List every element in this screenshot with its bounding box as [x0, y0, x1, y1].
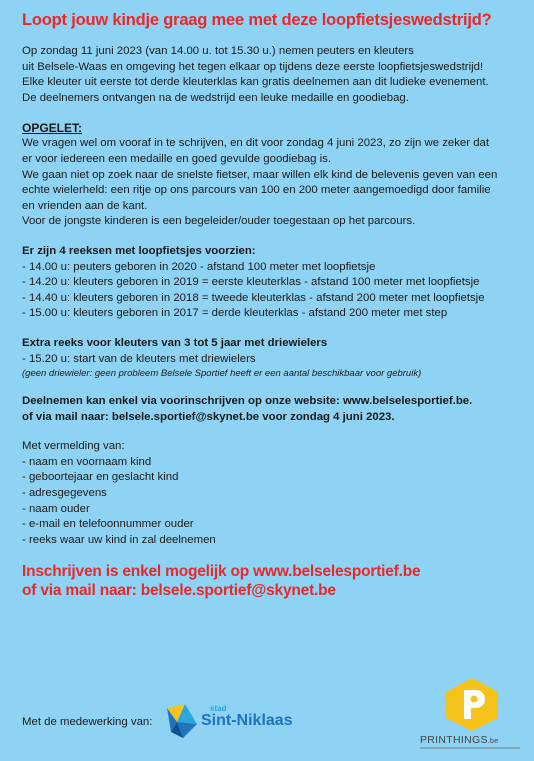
opgelet-line: echte wielerheld: een ritje op ons parcours van 100 en 200 meter aangemoedigd door familie — [22, 184, 491, 197]
inschrijven-block — [22, 562, 522, 600]
reeks-item: - 14.20 u: kleuters geboren in 2019 = eerste kleuterklas - afstand 100 meter met loopfietsje — [22, 276, 480, 289]
intro-line: uit Belsele-Waas en omgeving het tegen elkaar op tijdens deze eerste loopfietsjeswedstrijd! — [22, 60, 484, 73]
reeks-item: - 14.00 u: peuters geboren in 2020 - afstand 100 meter met loopfietsje — [22, 260, 376, 273]
inschrijven-line: Inschrijven is enkel mogelijk op www.belselesportief.be — [22, 563, 421, 581]
deelnemen-line: Deelnemen kan enkel via voorinschrijven op onze website: www.belselesportief.be. — [22, 395, 473, 408]
vermelding-heading: Met vermelding van: — [22, 440, 125, 453]
reeks-item: - 14.40 u: kleuters geboren in 2018 = tweede kleuterklas - afstand 200 meter met loopfietsje — [22, 291, 485, 304]
flyer-title: Loopt jouw kindje graag mee met deze loopfietsjeswedstrijd? — [22, 11, 492, 29]
vermelding-item: - geboortejaar en geslacht kind — [22, 471, 179, 484]
footer-label: Met de medewerking van: — [22, 716, 153, 728]
printhings-bold: PRINT — [420, 734, 453, 746]
opgelet-block — [22, 120, 522, 230]
reeksen-block — [22, 244, 522, 322]
printhings-hexagon-icon — [442, 676, 502, 732]
printhings-wordmark — [420, 734, 498, 746]
vermelding-item: - e-mail en telefoonnummer ouder — [22, 518, 194, 531]
opgelet-line: We vragen wel om vooraf in te schrijven, en dit voor zondag 4 juni 2023, zo zijn we zeker dat — [22, 137, 490, 150]
deelnemen-block — [22, 394, 522, 425]
sint-niklaas-stad-label: stad — [210, 704, 227, 713]
printhings-logo — [420, 676, 524, 756]
extra-item: - 15.20 u: start van de kleuters met driewielers — [22, 352, 256, 365]
intro-line: Elke kleuter uit eerste tot derde kleuterklas kan gratis deelnemen aan dit ludieke evenement. — [22, 76, 489, 89]
extra-note: (geen driewieler: geen probleem Belsele Sportief heeft er een aantal beschikbaar voor gebruik) — [22, 368, 422, 380]
flyer — [22, 10, 522, 600]
sint-niklaas-name: Sint-Niklaas — [201, 712, 293, 729]
opgelet-line: en vrienden aan de kant. — [22, 199, 148, 212]
sint-niklaas-emblem-icon — [163, 702, 201, 740]
opgelet-heading: OPGELET: — [22, 121, 83, 136]
reeksen-heading: Er zijn 4 reeksen met loopfietsjes voorzien: — [22, 244, 256, 257]
vermelding-item: - reeks waar uw kind in zal deelnemen — [22, 533, 216, 546]
printhings-suffix: .be — [487, 738, 499, 745]
vermelding-item: - adresgegevens — [22, 487, 107, 500]
opgelet-line: We gaan niet op zoek naar de snelste fietser, maar willen elk kind de belevenis geven van een — [22, 168, 498, 181]
deelnemen-line: of via mail naar: belsele.sportief@skynet.be voor zondag 4 juni 2023. — [22, 410, 395, 423]
footer — [22, 700, 522, 755]
opgelet-line: Voor de jongste kinderen is een begeleider/ouder toegestaan op het parcours. — [22, 215, 416, 228]
inschrijven-line: of via mail naar: belsele.sportief@skynet.be — [22, 582, 336, 600]
vermelding-item: - naam ouder — [22, 502, 90, 515]
printhings-tagline-bar — [420, 747, 520, 749]
intro-line: De deelnemers ontvangen na de wedstrijd een leuke medaille en goodiebag. — [22, 91, 409, 104]
intro-line: Op zondag 11 juni 2023 (van 14.00 u. tot 15.30 u.) nemen peuters en kleuters — [22, 45, 414, 57]
opgelet-line: er voor iedereen een medaille en goed gevulde goodiebag is. — [22, 152, 332, 165]
vermelding-item: - naam en voornaam kind — [22, 455, 152, 468]
sint-niklaas-logo — [163, 702, 313, 742]
extra-block — [22, 336, 522, 380]
printhings-thin: HINGS — [453, 734, 488, 746]
intro-block — [22, 44, 522, 106]
reeks-item: - 15.00 u: kleuters geboren in 2017 = derde kleuterklas - afstand 200 meter met step — [22, 307, 448, 320]
vermelding-block — [22, 439, 522, 548]
extra-heading: Extra reeks voor kleuters van 3 tot 5 jaar met driewielers — [22, 336, 328, 349]
